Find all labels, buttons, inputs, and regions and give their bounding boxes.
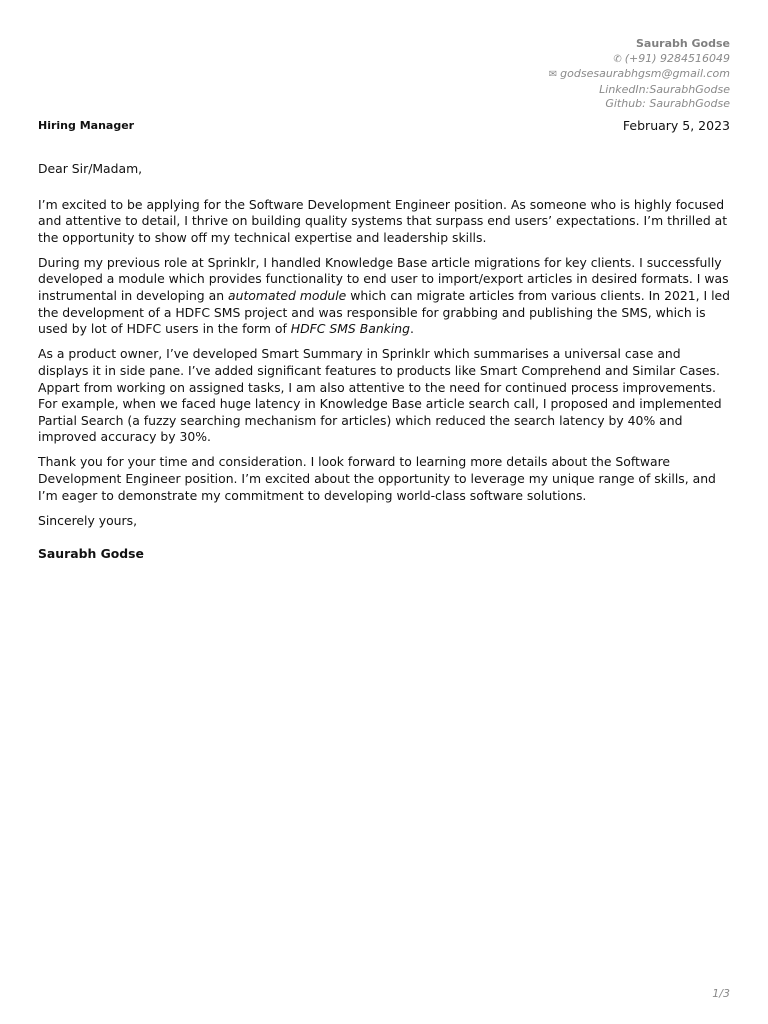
closing: Sincerely yours,: [38, 512, 138, 528]
paragraph-2-emphasis-1: automated module: [228, 288, 347, 304]
sender-phone-text: (+91) 9284516049: [624, 51, 730, 65]
paragraph-2-part-2: which can migrate articles from various clients. In 2021, I led the development of a HDFC SMS project and was responsible for grabbing and publishing the SMS, which is used by lot of HDFC users in the form of: [38, 288, 731, 337]
recipient: Hiring Manager: [38, 119, 135, 132]
phone-icon: ✆: [613, 53, 622, 65]
paragraph-2-emphasis-2: HDFC SMS Banking: [290, 321, 411, 337]
paragraph-3: As a product owner, I’ve developed Smart Summary in Sprinklr which summarises a universal case and displays it in side pane. I’ve added significant features to products like Smart Comprehend and Similar Cases. Appart from working on assigned tasks, I am also attentive to the need for continued process improvements. For example, when we faced huge latency in Knowledge Base article search call, I proposed and implemented Partial Search (a fuzzy searching mechanism for articles) which reduced the search latency by 40% and improved accuracy by 30%.: [38, 346, 722, 445]
sender-email-text[interactable]: godsesaurabhgsm@gmail.com: [560, 67, 730, 80]
letter-body: [38, 161, 730, 538]
sender-phone: [549, 52, 730, 68]
letter-date: February 5, 2023: [622, 118, 730, 133]
salutation: Dear Sir/Madam,: [38, 161, 143, 176]
paragraph-2-part-1: During my previous role at Sprinklr, I handled Knowledge Base article migrations for key clients. I successfully developed a module which provides functionality to end user to import/export articles in desired formats. I was instrumental in developing an: [38, 254, 729, 304]
paragraph-1: I’m excited to be applying for the Software Development Engineer position. As someone who is highly focused and attentive to detail, I thrive on building quality systems that surpass end users’ expectations. I’m thrilled at the opportunity to show off my technical expertise and leadership skills.: [38, 196, 728, 245]
paragraph-2: [38, 255, 730, 338]
envelope-icon: ✉: [548, 69, 558, 80]
sender-block: [549, 37, 730, 112]
sender-name: Saurabh Godse: [635, 37, 730, 50]
sender-email[interactable]: [549, 67, 730, 83]
paragraph-2-part-3: .: [410, 321, 414, 337]
page-number: 1/3: [712, 987, 730, 1000]
signature-name: Saurabh Godse: [38, 546, 144, 561]
sender-linkedin[interactable]: LinkedIn:SaurabhGodse: [599, 82, 730, 96]
paragraph-4: Thank you for your time and consideration. I look forward to learning more details about the Software Development Engineer position. I’m excited about the opportunity to leverage my unique range of skills, and I’m eager to demonstrate my commitment to developing world-class software solutions.: [38, 454, 716, 503]
sender-github[interactable]: Github: SaurabhGodse: [605, 97, 730, 110]
